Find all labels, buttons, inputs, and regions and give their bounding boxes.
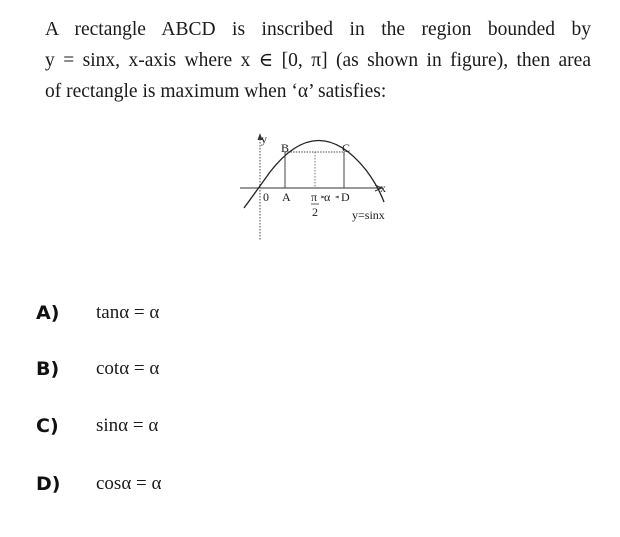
point-c-label: C xyxy=(342,141,351,155)
pi-label: π xyxy=(311,190,318,204)
point-b-label: B xyxy=(281,141,290,155)
question-line-2: y = sinx, x-axis where x ∈ [0, π] (as shown in figure), then area xyxy=(45,50,591,71)
question-text xyxy=(45,14,591,107)
option-c-label: C) xyxy=(36,415,59,437)
figure-svg xyxy=(232,130,412,245)
x-axis-label: x xyxy=(380,181,386,195)
sine-rectangle-figure xyxy=(232,130,412,245)
option-a-label: A) xyxy=(36,302,60,324)
option-d[interactable] xyxy=(36,469,161,499)
point-d-label: D xyxy=(341,190,350,204)
y-axis-label: y xyxy=(261,132,267,146)
question-line-1: A rectangle ABCD is inscribed in the region bounded by xyxy=(45,19,591,40)
point-a-label: A xyxy=(282,190,291,204)
option-b[interactable] xyxy=(36,354,159,384)
alpha-arrow-right-icon xyxy=(336,196,339,198)
option-d-label: D) xyxy=(36,473,61,495)
option-a[interactable] xyxy=(36,298,159,328)
option-b-text: cotα = α xyxy=(96,358,160,379)
origin-label: 0 xyxy=(263,190,269,204)
option-a-text: tanα = α xyxy=(96,302,160,323)
question-line-3: of rectangle is maximum when ‘α’ satisfies: xyxy=(45,81,387,102)
option-d-text: cosα = α xyxy=(96,473,162,494)
curve-label: y=sinx xyxy=(352,208,385,222)
option-c[interactable] xyxy=(36,411,158,441)
two-label: 2 xyxy=(312,205,318,219)
option-b-label: B) xyxy=(36,358,60,380)
alpha-label: α xyxy=(324,190,331,204)
option-c-text: sinα = α xyxy=(96,415,159,436)
